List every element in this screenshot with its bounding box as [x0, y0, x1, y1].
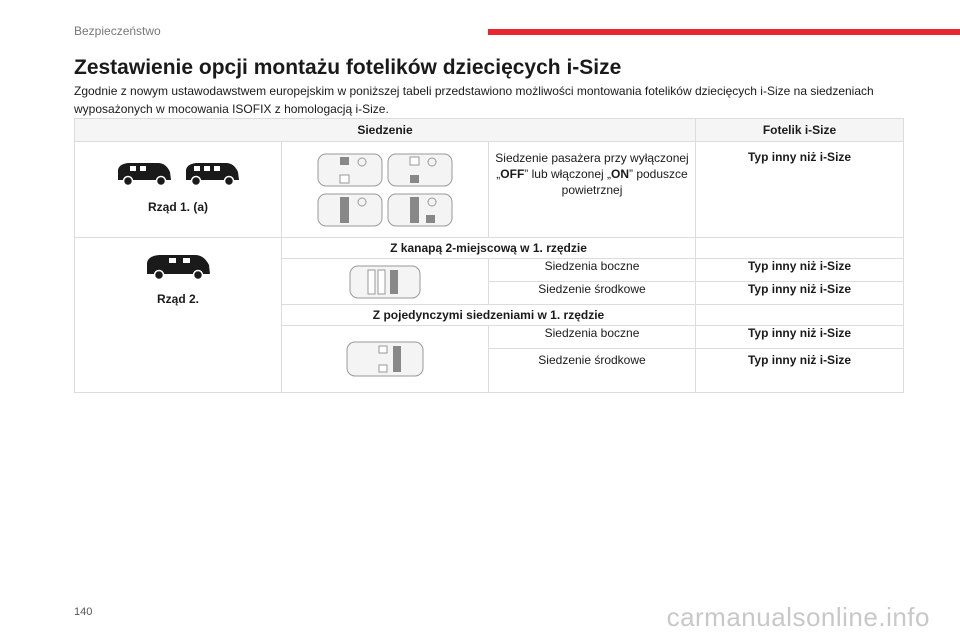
- seat-layout-diagram: [316, 192, 384, 228]
- group2-seat-side: Siedzenia boczne: [489, 326, 696, 349]
- watermark: carmanualsonline.info: [666, 602, 930, 632]
- section-label: Bezpieczeństwo: [74, 24, 161, 38]
- van-side-icon: [114, 160, 174, 186]
- row1-value: Typ inny niż i-Size: [696, 142, 904, 238]
- seat-layout-diagram: [348, 264, 422, 300]
- group1-seat-center: Siedzenie środkowe: [489, 282, 696, 305]
- intro-paragraph: Zgodnie z nowym ustawodawstwem europejskim w poniższej tabeli przedstawiono możliwości montowania fotelików dziecięcych i-Size na siedzeniach wyposażonych w mocowania ISOFIX z homologacją i-Size.: [74, 84, 874, 116]
- seat-layout-diagram: [345, 340, 425, 378]
- row1-diagram-cell: [282, 142, 489, 238]
- group2-title: Z pojedynczymi siedzeniami w 1. rzędzie: [282, 305, 696, 326]
- seat-layout-diagram: [386, 152, 454, 188]
- row1-description: Siedzenie pasażera przy wyłączonej „OFF” lub włączonej „ON” poduszce powietrznej: [489, 142, 696, 238]
- group2-value-side: Typ inny niż i-Size: [696, 326, 904, 349]
- page-title: Zestawienie opcji montażu fotelików dziecięcych i-Size: [74, 56, 622, 79]
- row1-label: Rząd 1. (a): [147, 200, 208, 214]
- group2-value-center: Typ inny niż i-Size: [696, 349, 904, 393]
- group1-value-center: Typ inny niż i-Size: [696, 282, 904, 305]
- isize-table: [74, 118, 904, 393]
- header-accent-bar: [488, 29, 960, 35]
- row2-label: Rząd 2.: [156, 292, 199, 306]
- seat-layout-diagram: [386, 192, 454, 228]
- group2-diagram-cell: [282, 326, 489, 393]
- group2-seat-center: Siedzenie środkowe: [489, 349, 696, 393]
- group1-diagram-cell: [282, 259, 489, 305]
- group1-title: Z kanapą 2-miejscową w 1. rzędzie: [282, 238, 696, 259]
- seat-layout-diagram: [316, 152, 384, 188]
- row2-vehicle-cell: [75, 238, 282, 393]
- group1-value-side: Typ inny niż i-Size: [696, 259, 904, 282]
- row1-vehicle-cell: [75, 142, 282, 238]
- header-seat: Siedzenie: [75, 119, 696, 142]
- page-number: 140: [74, 606, 93, 618]
- van-side-icon: [143, 252, 213, 280]
- group1-seat-side: Siedzenia boczne: [489, 259, 696, 282]
- header-child-seat: Fotelik i-Size: [696, 119, 904, 142]
- van-side-icon: [182, 160, 242, 186]
